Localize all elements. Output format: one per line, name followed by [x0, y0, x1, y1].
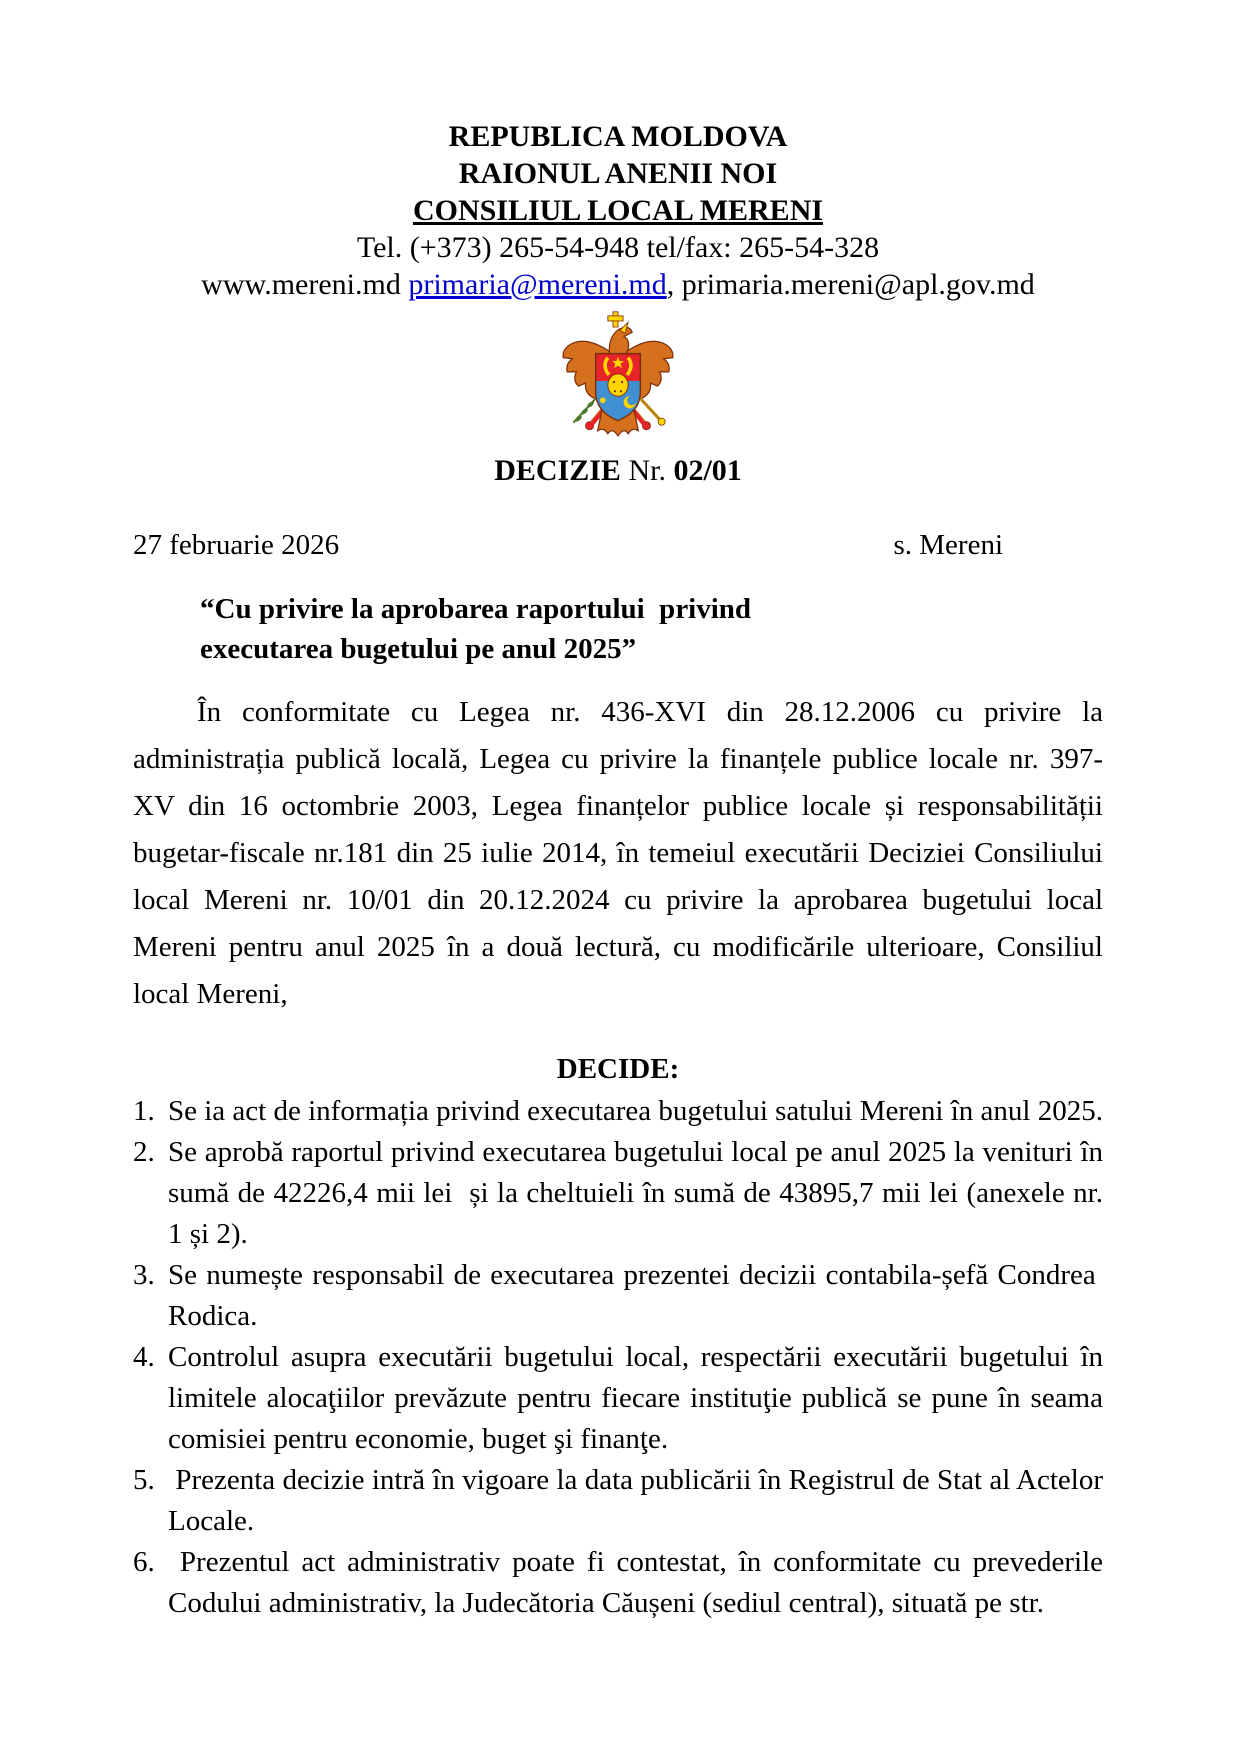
letterhead-district: RAIONUL ANENII NOI [458, 157, 778, 190]
letterhead-phone: Tel. (+373) 265-54-948 tel/fax: 265-54-328 [356, 231, 880, 264]
doc-type-label: DECIZIE [494, 454, 621, 487]
letterhead-web-email [133, 266, 1103, 303]
decision-date: 27 februarie 2026 [133, 529, 340, 561]
item-number: 1. [133, 1095, 155, 1127]
decision-item [133, 1337, 1103, 1460]
decision-item [133, 1132, 1103, 1255]
item-text: Prezenta decizie intră în vigoare la data publicării în Registrul de Stat al Actelor Locale. [168, 1464, 1103, 1537]
preamble-paragraph: În conformitate cu Legea nr. 436-XVI din 28.12.2006 cu privire la administrația publică locală, Legea cu privire la finanțele publice locale nr. 397-XV din 16 octombrie 2003, Legea finanțelor publice locale și responsabilității bugetar-fiscale nr.181 din 25 iulie 2014, în temeiul executării Deciziei Consiliului local Mereni nr. 10/01 din 20.12.2024 cu privire la aprobarea bugetului local Mereni pentru anul 2025 în a două lectură, cu modificările ulterioare, Consiliul local Mereni, [133, 696, 1103, 1010]
item-text: Se ia act de informația privind executarea bugetului satului Mereni în anul 2025. [168, 1095, 1103, 1127]
subject-line-1: “Cu privire la aprobarea raportului privind [200, 593, 752, 625]
item-number: 3. [133, 1259, 155, 1291]
item-text: Se aprobă raportul privind executarea bugetului local pe anul 2025 la venituri în sumă de 42226,4 mii lei și la cheltuieli în sumă de 43895,7 mii lei (anexele nr. 1 și 2). [168, 1136, 1103, 1250]
subject-line-2: executarea bugetului pe anul 2025” [200, 633, 637, 665]
decision-item [133, 1542, 1103, 1624]
item-number: 2. [133, 1136, 155, 1168]
website-text: www.mereni.md [201, 268, 401, 301]
item-text: Prezentul act administrativ poate fi contestat, în conformitate cu prevederile Codului administrativ, la Judecătoria Căușeni (sediul central), situată pe str. [168, 1546, 1103, 1619]
nr-label: Nr. [628, 454, 666, 487]
decision-item [133, 1255, 1103, 1337]
date-place-row [133, 527, 1103, 563]
decision-place: s. Mereni [893, 529, 1003, 561]
item-text: Se numește responsabil de executarea prezentei decizii contabila-șefă Condrea Rodica. [168, 1259, 1103, 1332]
decision-item [133, 1091, 1103, 1132]
moldova-coat-of-arms-icon [133, 311, 1103, 445]
decision-title [133, 453, 1103, 489]
email-link[interactable]: primaria@mereni.md [408, 268, 667, 301]
decide-heading: DECIDE: [556, 1053, 680, 1085]
decision-number: 02/01 [673, 454, 742, 487]
decision-subject [200, 589, 1103, 669]
letterhead [133, 118, 1103, 303]
email-secondary-text: , primaria.mereni@apl.gov.md [666, 268, 1035, 301]
item-text: Controlul asupra executării bugetului local, respectării executării bugetului în limitele alocaţiilor prevăzute pentru fiecare instituţie publică se pune în seama comisiei pentru economie, buget şi finanţe. [168, 1341, 1103, 1455]
letterhead-council: CONSILIUL LOCAL MERENI [412, 194, 824, 227]
item-number: 4. [133, 1341, 155, 1373]
item-number: 5. [133, 1464, 155, 1496]
decision-items [133, 1091, 1103, 1624]
decision-item [133, 1460, 1103, 1542]
letterhead-country: REPUBLICA MOLDOVA [448, 120, 788, 153]
item-number: 6. [133, 1546, 155, 1578]
